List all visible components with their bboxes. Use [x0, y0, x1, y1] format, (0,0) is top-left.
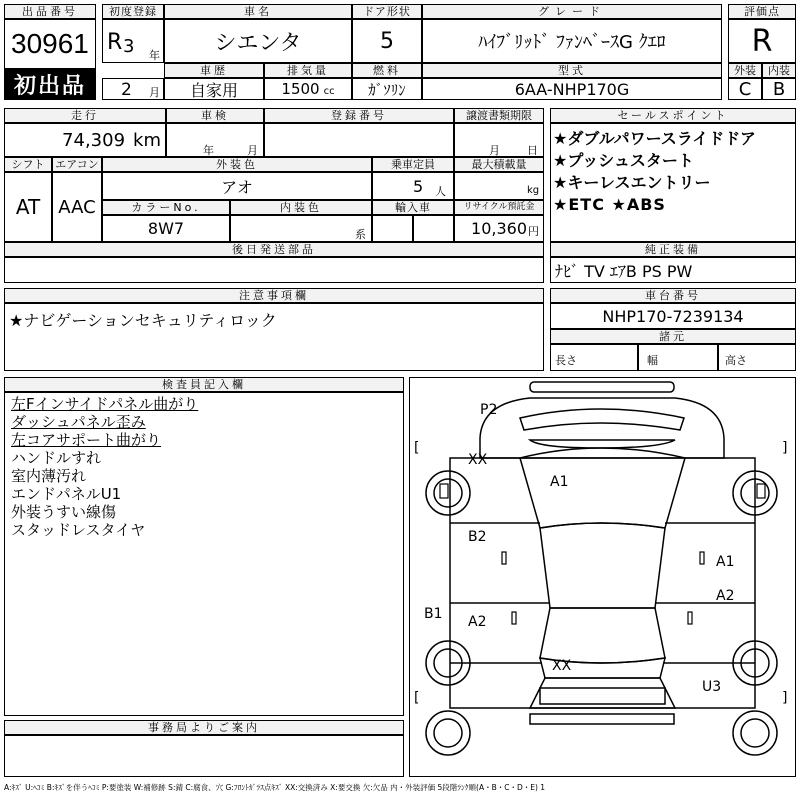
sales-points-header: セールスポイント	[550, 108, 796, 123]
capacity: 5	[413, 177, 424, 196]
inspector-box	[4, 392, 404, 716]
car-diagram	[410, 378, 795, 776]
max-load-unit: kg	[527, 185, 540, 196]
chassis-no: NHP170-7239134	[602, 306, 744, 326]
exterior-score: C	[738, 78, 752, 100]
mark-a1-hood: A1	[550, 474, 569, 490]
history-header: 車歴	[164, 63, 264, 78]
history-box	[164, 78, 264, 100]
color-no-header: カラーNo.	[102, 200, 230, 215]
import-header: 輸入車	[372, 200, 454, 215]
reg-no-header: 登録番号	[264, 108, 454, 123]
mark-b1: B1	[424, 606, 443, 622]
first-reg-month: 2	[121, 80, 132, 100]
import-box-right	[413, 215, 454, 242]
aircon-box	[52, 172, 102, 242]
notes: ★ナビゲーションセキュリティロック	[9, 311, 277, 330]
mark-b2: B2	[468, 529, 487, 545]
mirror-right	[757, 484, 765, 498]
interior-score-box	[762, 78, 796, 100]
lot-number: 30961	[11, 28, 89, 59]
interior-score: B	[772, 78, 786, 100]
notes-box	[4, 303, 544, 371]
office-box	[4, 735, 404, 777]
mark-u3: U3	[702, 679, 722, 695]
mark-xx-rear: XX	[552, 658, 572, 674]
handle-right-rear	[688, 612, 692, 624]
lot-number-header: 出品番号	[4, 4, 96, 19]
capacity-header: 乗車定員	[372, 157, 454, 172]
hood-top-shape	[520, 409, 684, 430]
exterior-score-header: 外装	[728, 63, 762, 78]
later-parts-box	[4, 257, 544, 283]
mileage-unit: km	[133, 129, 161, 151]
exterior-score-box	[728, 78, 762, 100]
grade-box	[422, 19, 722, 63]
reg-no-box	[264, 123, 454, 157]
genuine-equip-header: 純正装備	[550, 242, 796, 257]
recycle: 10,360	[471, 219, 527, 238]
spec-length: 長さ	[555, 354, 577, 367]
spec-length-box	[550, 344, 638, 371]
notes-header: 注意事項欄	[4, 288, 544, 303]
door-box	[352, 19, 422, 63]
car-name-header: 車名	[164, 4, 352, 19]
max-load-header: 最大積載量	[454, 157, 544, 172]
displacement-box	[264, 78, 352, 100]
mark-a2-right: A2	[716, 588, 735, 604]
model-code: 6AA-NHP170G	[514, 79, 630, 99]
transfer-docs-header: 譲渡書類期限	[454, 108, 544, 123]
car-name-box	[164, 19, 352, 63]
spec-height: 高さ	[725, 354, 747, 367]
color-no-box	[102, 215, 230, 242]
shift-header: シフト	[4, 157, 52, 172]
inspector-note: スタッドレスタイヤ	[11, 521, 146, 539]
model-code-header: 型式	[422, 63, 722, 78]
grade-header: グレード	[422, 4, 722, 19]
chassis-no-box	[550, 303, 796, 329]
spec-width: 幅	[647, 354, 658, 367]
ext-color: アオ	[221, 177, 253, 197]
front-body-shape	[480, 398, 724, 458]
model-code-box	[422, 78, 722, 100]
spec-width-box	[638, 344, 718, 371]
chassis-no-header: 車台番号	[550, 288, 796, 303]
ext-color-header: 外装色	[102, 157, 372, 172]
rear-bumper-shape	[540, 688, 665, 704]
overall-score: R	[751, 23, 773, 59]
inspector-note: ハンドルすれ	[11, 449, 102, 467]
capacity-unit: 人	[435, 185, 446, 198]
bracket-left-top: [	[414, 440, 420, 456]
inspector-note: 左Fインサイドパネル曲がり	[11, 395, 199, 413]
damage-diagram-box	[409, 377, 796, 777]
interior-score-header: 内装	[762, 63, 796, 78]
bracket-right-bottom: ]	[782, 690, 788, 706]
office-header: 事務局よりご案内	[4, 720, 404, 735]
int-color-header: 内装色	[230, 200, 372, 215]
mark-a2-left: A2	[468, 614, 487, 630]
score-box	[728, 19, 796, 63]
genuine-equip: ﾅﾋﾞ TV ｴｱB PS PW	[555, 261, 693, 281]
front-bumper-shape	[530, 382, 674, 392]
first-reg-era: R	[107, 30, 123, 55]
displacement-header: 排気量	[264, 63, 352, 78]
mirror-left	[440, 484, 448, 498]
int-color-box	[230, 215, 372, 242]
spare-wheel	[426, 711, 470, 755]
spare-wheel-right	[733, 711, 777, 755]
displacement-unit: cc	[323, 85, 335, 97]
inspector-note: ダッシュパネル歪み	[11, 413, 146, 431]
legend: A:ｷｽﾞ U:ﾍｺﾐ B:ｷｽﾞを伴うﾍｺﾐ P:要塗装 W:補修跡 S:錆 C:腐食、穴 G:ﾌﾛﾝﾄｶﾞﾗｽ点ｷｽﾞ XX:交換済み X:要交換 欠:欠品 内・外装評価 5段階ﾗﾝｸ順(A・B・C・D・E) 1	[4, 783, 546, 792]
genuine-equip-box	[550, 257, 796, 283]
inspection-month-unit: 月	[247, 144, 258, 157]
lot-number-box	[4, 19, 96, 69]
capacity-box	[372, 172, 454, 200]
mark-xx-front: XX	[468, 452, 488, 468]
inspection-box	[166, 123, 264, 157]
spec-height-box	[718, 344, 796, 371]
fuel-box	[352, 78, 422, 100]
int-color-unit: 系	[355, 228, 366, 241]
sales-point: ★プッシュスタート	[553, 151, 694, 170]
score-header: 評価点	[728, 4, 796, 19]
handle-left-front	[502, 552, 506, 564]
inspector-header: 検査員記入欄	[4, 377, 404, 392]
max-load-box	[454, 172, 544, 200]
bracket-right-top: ]	[782, 440, 788, 456]
recycle-unit: 円	[528, 225, 539, 238]
inspector-note: エンドパネルU1	[11, 485, 122, 503]
inspector-note: 室内薄汚れ	[11, 467, 87, 485]
history: 自家用	[189, 80, 238, 100]
windshield-shape	[540, 523, 665, 608]
transfer-day-unit: 日	[527, 144, 538, 157]
mileage: 74,309	[62, 129, 126, 151]
first-reg-year-box	[102, 19, 164, 63]
first-reg-header: 初度登録	[102, 4, 164, 19]
grille-shape	[530, 440, 675, 448]
door-header: ドア形状	[352, 4, 422, 19]
specs-header: 諸元	[550, 329, 796, 344]
recycle-header: リサイクル預託金	[454, 200, 544, 215]
grade: ﾊｲﾌﾞﾘｯﾄﾞ ﾌｧﾝﾍﾞｰｽG ｸｴﾛ	[478, 32, 666, 53]
sales-point: ★ETC ★ABS	[553, 195, 666, 214]
first-reg-year: 3	[123, 36, 135, 57]
fuel: ｶﾞｿﾘﾝ	[368, 80, 406, 99]
inspection-year-unit: 年	[203, 144, 214, 157]
import-box-left	[372, 215, 413, 242]
ext-color-box	[102, 172, 372, 200]
first-listing-badge: 初出品	[4, 68, 96, 100]
car-name: シエンタ	[214, 30, 302, 56]
mileage-header: 走行	[4, 108, 166, 123]
displacement: 1500	[281, 80, 320, 98]
aircon: AAC	[58, 196, 96, 218]
color-no: 8W7	[147, 219, 185, 238]
transfer-month-unit: 月	[489, 144, 500, 157]
transfer-docs-box	[454, 123, 544, 157]
handle-right-front	[700, 552, 704, 564]
sales-point: ★ダブルパワースライドドア	[553, 129, 756, 148]
rear-step-shape	[530, 714, 674, 724]
inspector-note: 外装うすい線傷	[11, 503, 117, 521]
recycle-box	[454, 215, 544, 242]
bracket-left-bottom: [	[414, 690, 420, 706]
door-count: 5	[380, 28, 394, 54]
mark-p2: P2	[480, 402, 498, 418]
shift: AT	[15, 195, 41, 219]
inspection-header: 車検	[166, 108, 264, 123]
first-reg-year-unit: 年	[149, 49, 160, 62]
hood-shape	[520, 448, 685, 528]
shift-box	[4, 172, 52, 242]
roof-shape	[540, 608, 665, 663]
fuel-header: 燃料	[352, 63, 422, 78]
mileage-box	[4, 123, 166, 157]
first-reg-month-unit: 月	[149, 86, 160, 99]
mark-a1-right: A1	[716, 554, 735, 570]
sales-point: ★キーレスエントリー	[553, 173, 711, 192]
later-parts-header: 後日発送部品	[4, 242, 544, 257]
aircon-header: エアコン	[52, 157, 102, 172]
handle-left-rear	[512, 612, 516, 624]
first-reg-month-box	[102, 78, 164, 100]
sales-points-box	[550, 123, 796, 242]
body-outline	[450, 458, 755, 708]
inspector-note: 左コアサポート曲がり	[11, 431, 162, 449]
